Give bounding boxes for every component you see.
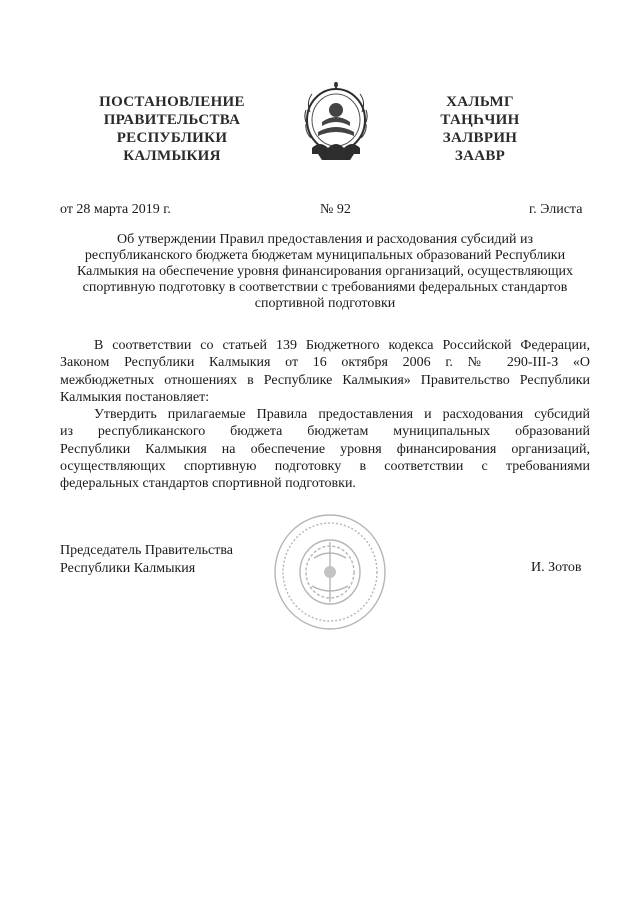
document-city: г. Элиста xyxy=(529,202,583,217)
header-right-line: ЗАЛВРИН xyxy=(442,130,518,146)
header-right-title xyxy=(420,93,540,165)
body-line: из республиканского бюджета бюджетам муниципальных образований xyxy=(60,424,590,440)
document-date: от 28 марта 2019 г. xyxy=(60,202,171,217)
body-line: федеральных стандартов спортивной подготовки. xyxy=(60,476,356,492)
header-left-line: ПРАВИТЕЛЬСТВА xyxy=(103,112,241,128)
body-line: В соответствии со статьей 139 Бюджетного кодекса Российской Федерации, xyxy=(94,338,590,353)
body-line: Калмыкия постановляет: xyxy=(60,389,210,405)
title-line: спортивной подготовки xyxy=(254,296,396,311)
header-left-line: ПОСТАНОВЛЕНИЕ xyxy=(99,94,245,110)
body-line: Утвердить прилагаемые Правила предоставления и расходования субсидий xyxy=(94,407,590,423)
header-left-line: КАЛМЫКИЯ xyxy=(123,148,221,164)
title-line: Об утверждении Правил предоставления и расходования субсидий из xyxy=(116,232,534,247)
signatory-position-line: Председатель Правительства xyxy=(60,543,233,558)
header-left-title xyxy=(96,93,248,165)
document-body xyxy=(60,337,590,493)
header-right-line: ТАҢҺЧИН xyxy=(440,112,520,128)
signatory-name: И. Зотов xyxy=(531,560,582,575)
header-right-line: ЗААВР xyxy=(454,148,506,164)
document-title xyxy=(60,232,590,312)
header-left-line: РЕСПУБЛИКИ xyxy=(116,130,228,146)
signatory-position xyxy=(60,542,233,578)
title-line: республиканского бюджета бюджетам муниципальных образований Республики xyxy=(84,248,566,263)
official-seal-stamp xyxy=(272,512,388,632)
body-line: Законом Республики Калмыкия от 16 октября 2006 г. № 290-III-З «О xyxy=(60,355,590,371)
title-line: Калмыкия на обеспечение уровня финансирования организаций, осуществляющих xyxy=(76,264,574,279)
document-number: № 92 xyxy=(320,202,351,217)
paragraph-preamble xyxy=(60,337,590,406)
kalmykia-emblem-icon xyxy=(300,82,372,162)
body-line: осуществляющих спортивную подготовку в соответствии с требованиями xyxy=(60,459,590,475)
header-right-line: ХАЛЬМГ xyxy=(446,94,514,110)
paragraph-resolution xyxy=(60,406,590,492)
body-line: Республики Калмыкия на обеспечение уровня финансирования организаций, xyxy=(60,441,590,457)
signatory-position-line: Республики Калмыкия xyxy=(60,561,196,576)
title-line: спортивную подготовку в соответствии с требованиями федеральных стандартов xyxy=(82,280,568,295)
body-line: межбюджетных отношениях в Республике Калмыкия» Правительство Республики xyxy=(60,372,590,388)
